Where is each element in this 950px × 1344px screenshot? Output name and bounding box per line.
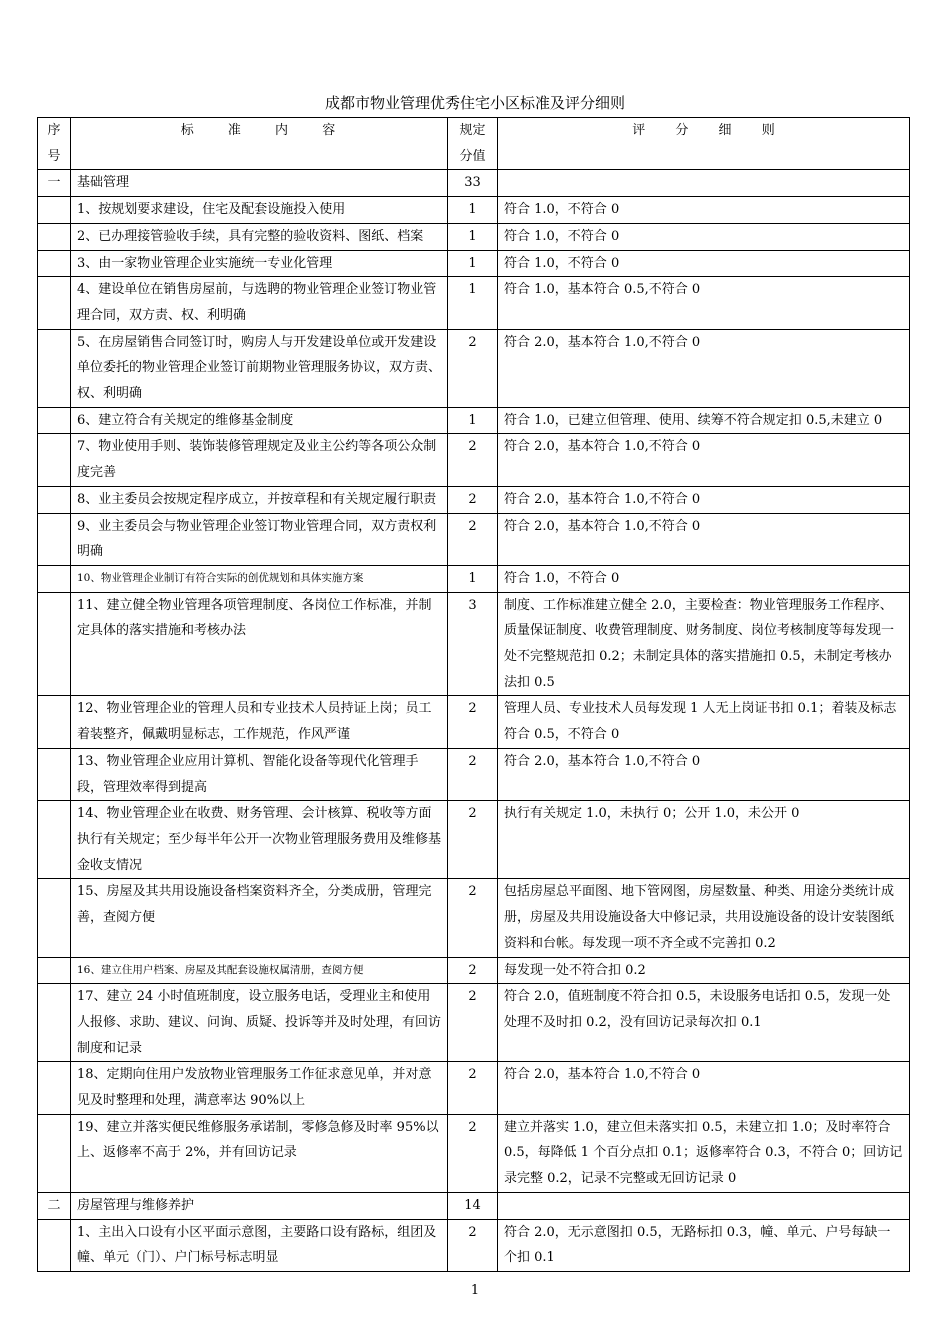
page-number: 1 [470,1283,480,1298]
row-rule: 符合 1.0，已建立但管理、使用、续筹不符合规定扣 0.5,未建立 0 [498,407,910,434]
row-content: 14、物业管理企业在收费、财务管理、会计核算、税收等方面执行有关规定；至少每半年公开一次物业管理服务费用及维修基金收支情况 [71,801,448,879]
table-row [38,1062,910,1114]
section-title: 房屋管理与维修养护 [71,1192,448,1219]
row-content: 1、主出入口设有小区平面示意图，主要路口设有路标，组团及幢、单元（门）、户门标号标志明显 [71,1219,448,1271]
table-row [38,486,910,513]
row-rule: 符合 1.0，基本符合 0.5,不符合 0 [498,277,910,329]
row-seq [38,1114,71,1192]
section-seq: 二 [38,1192,71,1219]
row-seq [38,197,71,224]
table-row [38,277,910,329]
row-content: 13、物业管理企业应用计算机、智能化设备等现代化管理手段，管理效率得到提高 [71,748,448,800]
row-seq [38,513,71,565]
row-seq [38,565,71,592]
row-rule: 符合 1.0，不符合 0 [498,197,910,224]
section-seq: 一 [38,170,71,197]
row-content: 15、房屋及其共用设施设备档案资料齐全，分类成册，管理完善，查阅方便 [71,879,448,957]
row-content: 3、由一家物业管理企业实施统一专业化管理 [71,250,448,277]
row-content: 10、物业管理企业制订有符合实际的创优规划和具体实施方案 [71,565,448,592]
row-seq [38,486,71,513]
row-seq [38,592,71,696]
row-content: 7、物业使用手则、装饰装修管理规定及业主公约等各项公众制度完善 [71,434,448,486]
row-content: 16、建立住用户档案、房屋及其配套设施权属清册，查阅方便 [71,957,448,984]
row-score: 2 [448,329,498,407]
row-rule: 符合 2.0，基本符合 1.0,不符合 0 [498,434,910,486]
row-content: 4、建设单位在销售房屋前，与选聘的物业管理企业签订物业管理合同，双方责、权、利明确 [71,277,448,329]
section-row [38,170,910,197]
row-rule: 符合 2.0，基本符合 1.0,不符合 0 [498,513,910,565]
row-score: 2 [448,748,498,800]
row-score: 2 [448,513,498,565]
row-score: 1 [448,277,498,329]
section-rule [498,170,910,197]
row-rule: 管理人员、专业技术人员每发现 1 人无上岗证书扣 0.1；着装及标志符合 0.5，不符合 0 [498,696,910,748]
row-score: 1 [448,250,498,277]
table-row [38,1114,910,1192]
section-score: 33 [448,170,498,197]
row-content: 5、在房屋销售合同签订时，购房人与开发建设单位或开发建设单位委托的物业管理企业签订前期物业管理服务协议，双方责、权、利明确 [71,329,448,407]
section-row [38,1192,910,1219]
row-score: 2 [448,1219,498,1271]
section-rule [498,1192,910,1219]
row-score: 1 [448,223,498,250]
table-row [38,407,910,434]
row-content: 19、建立并落实便民维修服务承诺制，零修急修及时率 95%以上、返修率不高于 2%，并有回访记录 [71,1114,448,1192]
row-content: 17、建立 24 小时值班制度，设立服务电话，受理业主和使用人报修、求助、建议、问询、质疑、投诉等并及时处理，有回访制度和记录 [71,984,448,1062]
row-seq [38,957,71,984]
row-seq [38,801,71,879]
row-rule: 符合 1.0，不符合 0 [498,223,910,250]
row-seq [38,984,71,1062]
row-content: 9、业主委员会与物业管理企业签订物业管理合同，双方责权利明确 [71,513,448,565]
row-score: 2 [448,434,498,486]
row-rule: 执行有关规定 1.0，未执行 0；公开 1.0，未公开 0 [498,801,910,879]
row-seq [38,696,71,748]
row-rule: 符合 1.0，不符合 0 [498,565,910,592]
section-title: 基础管理 [71,170,448,197]
row-rule: 符合 2.0，基本符合 1.0,不符合 0 [498,748,910,800]
row-content: 18、定期向住用户发放物业管理服务工作征求意见单，并对意见及时整理和处理，满意率达 90%以上 [71,1062,448,1114]
row-seq [38,1062,71,1114]
row-score: 2 [448,1114,498,1192]
row-score: 2 [448,486,498,513]
table-row [38,1219,910,1271]
header-content: 标 准 内 容 [71,118,448,170]
criteria-table [37,117,910,1272]
header-seq: 序号 [38,118,71,170]
row-seq [38,277,71,329]
row-seq [38,879,71,957]
row-score: 1 [448,565,498,592]
row-rule: 符合 2.0，值班制度不符合扣 0.5，未设服务电话扣 0.5，发现一处处理不及时扣 0.2，没有回访记录每次扣 0.1 [498,984,910,1062]
row-seq [38,407,71,434]
row-rule: 制度、工作标准建立健全 2.0，主要检查：物业管理服务工作程序、质量保证制度、收费管理制度、财务制度、岗位考核制度等每发现一处不完整规范扣 0.2；未制定具体的落实措施扣 0.5，未制定考核办法扣 0.5 [498,592,910,696]
table-row [38,984,910,1062]
row-rule: 每发现一处不符合扣 0.2 [498,957,910,984]
table-row [38,879,910,957]
row-rule: 符合 2.0，无示意图扣 0.5，无路标扣 0.3，幢、单元、户号每缺一个扣 0.1 [498,1219,910,1271]
row-rule: 符合 2.0，基本符合 1.0,不符合 0 [498,1062,910,1114]
table-row [38,592,910,696]
header-rule: 评 分 细 则 [498,118,910,170]
row-rule: 建立并落实 1.0，建立但未落实扣 0.5，未建立扣 1.0；及时率符合 0.5，每降低 1 个百分点扣 0.1；返修率符合 0.3，不符合 0；回访记录完整 0.2，记录不完整或无回访记录 0 [498,1114,910,1192]
table-row [38,957,910,984]
row-score: 2 [448,957,498,984]
row-rule: 包括房屋总平面图、地下管网图，房屋数量、种类、用途分类统计成册，房屋及共用设施设备大中修记录，共用设施设备的设计安装图纸资料和台帐。每发现一项不齐全或不完善扣 0.2 [498,879,910,957]
row-seq [38,748,71,800]
table-body [38,170,910,1272]
row-score: 2 [448,984,498,1062]
row-content: 2、已办理接管验收手续，具有完整的验收资料、图纸、档案 [71,223,448,250]
row-content: 1、按规划要求建设，住宅及配套设施投入使用 [71,197,448,224]
table-header-row [38,118,910,170]
table-row [38,434,910,486]
header-score: 规定分值 [448,118,498,170]
row-score: 2 [448,879,498,957]
row-content: 12、物业管理企业的管理人员和专业技术人员持证上岗；员工着装整齐，佩戴明显标志，工作规范，作风严谨 [71,696,448,748]
row-score: 1 [448,197,498,224]
table-row [38,197,910,224]
table-row [38,801,910,879]
table-row [38,696,910,748]
table-row [38,748,910,800]
table-row [38,223,910,250]
row-seq [38,329,71,407]
row-content: 8、业主委员会按规定程序成立，并按章程和有关规定履行职责 [71,486,448,513]
row-score: 2 [448,801,498,879]
section-score: 14 [448,1192,498,1219]
row-score: 2 [448,696,498,748]
row-rule: 符合 1.0，不符合 0 [498,250,910,277]
table-row [38,329,910,407]
table-row [38,565,910,592]
row-score: 1 [448,407,498,434]
row-content: 11、建立健全物业管理各项管理制度、各岗位工作标准，并制定具体的落实措施和考核办法 [71,592,448,696]
row-content: 6、建立符合有关规定的维修基金制度 [71,407,448,434]
table-row [38,513,910,565]
row-seq [38,1219,71,1271]
row-seq [38,250,71,277]
row-seq [38,223,71,250]
row-rule: 符合 2.0，基本符合 1.0,不符合 0 [498,329,910,407]
row-seq [38,434,71,486]
row-score: 2 [448,1062,498,1114]
table-row [38,250,910,277]
row-score: 3 [448,592,498,696]
row-rule: 符合 2.0，基本符合 1.0,不符合 0 [498,486,910,513]
document-title: 成都市物业管理优秀住宅小区标准及评分细则 [324,94,625,112]
